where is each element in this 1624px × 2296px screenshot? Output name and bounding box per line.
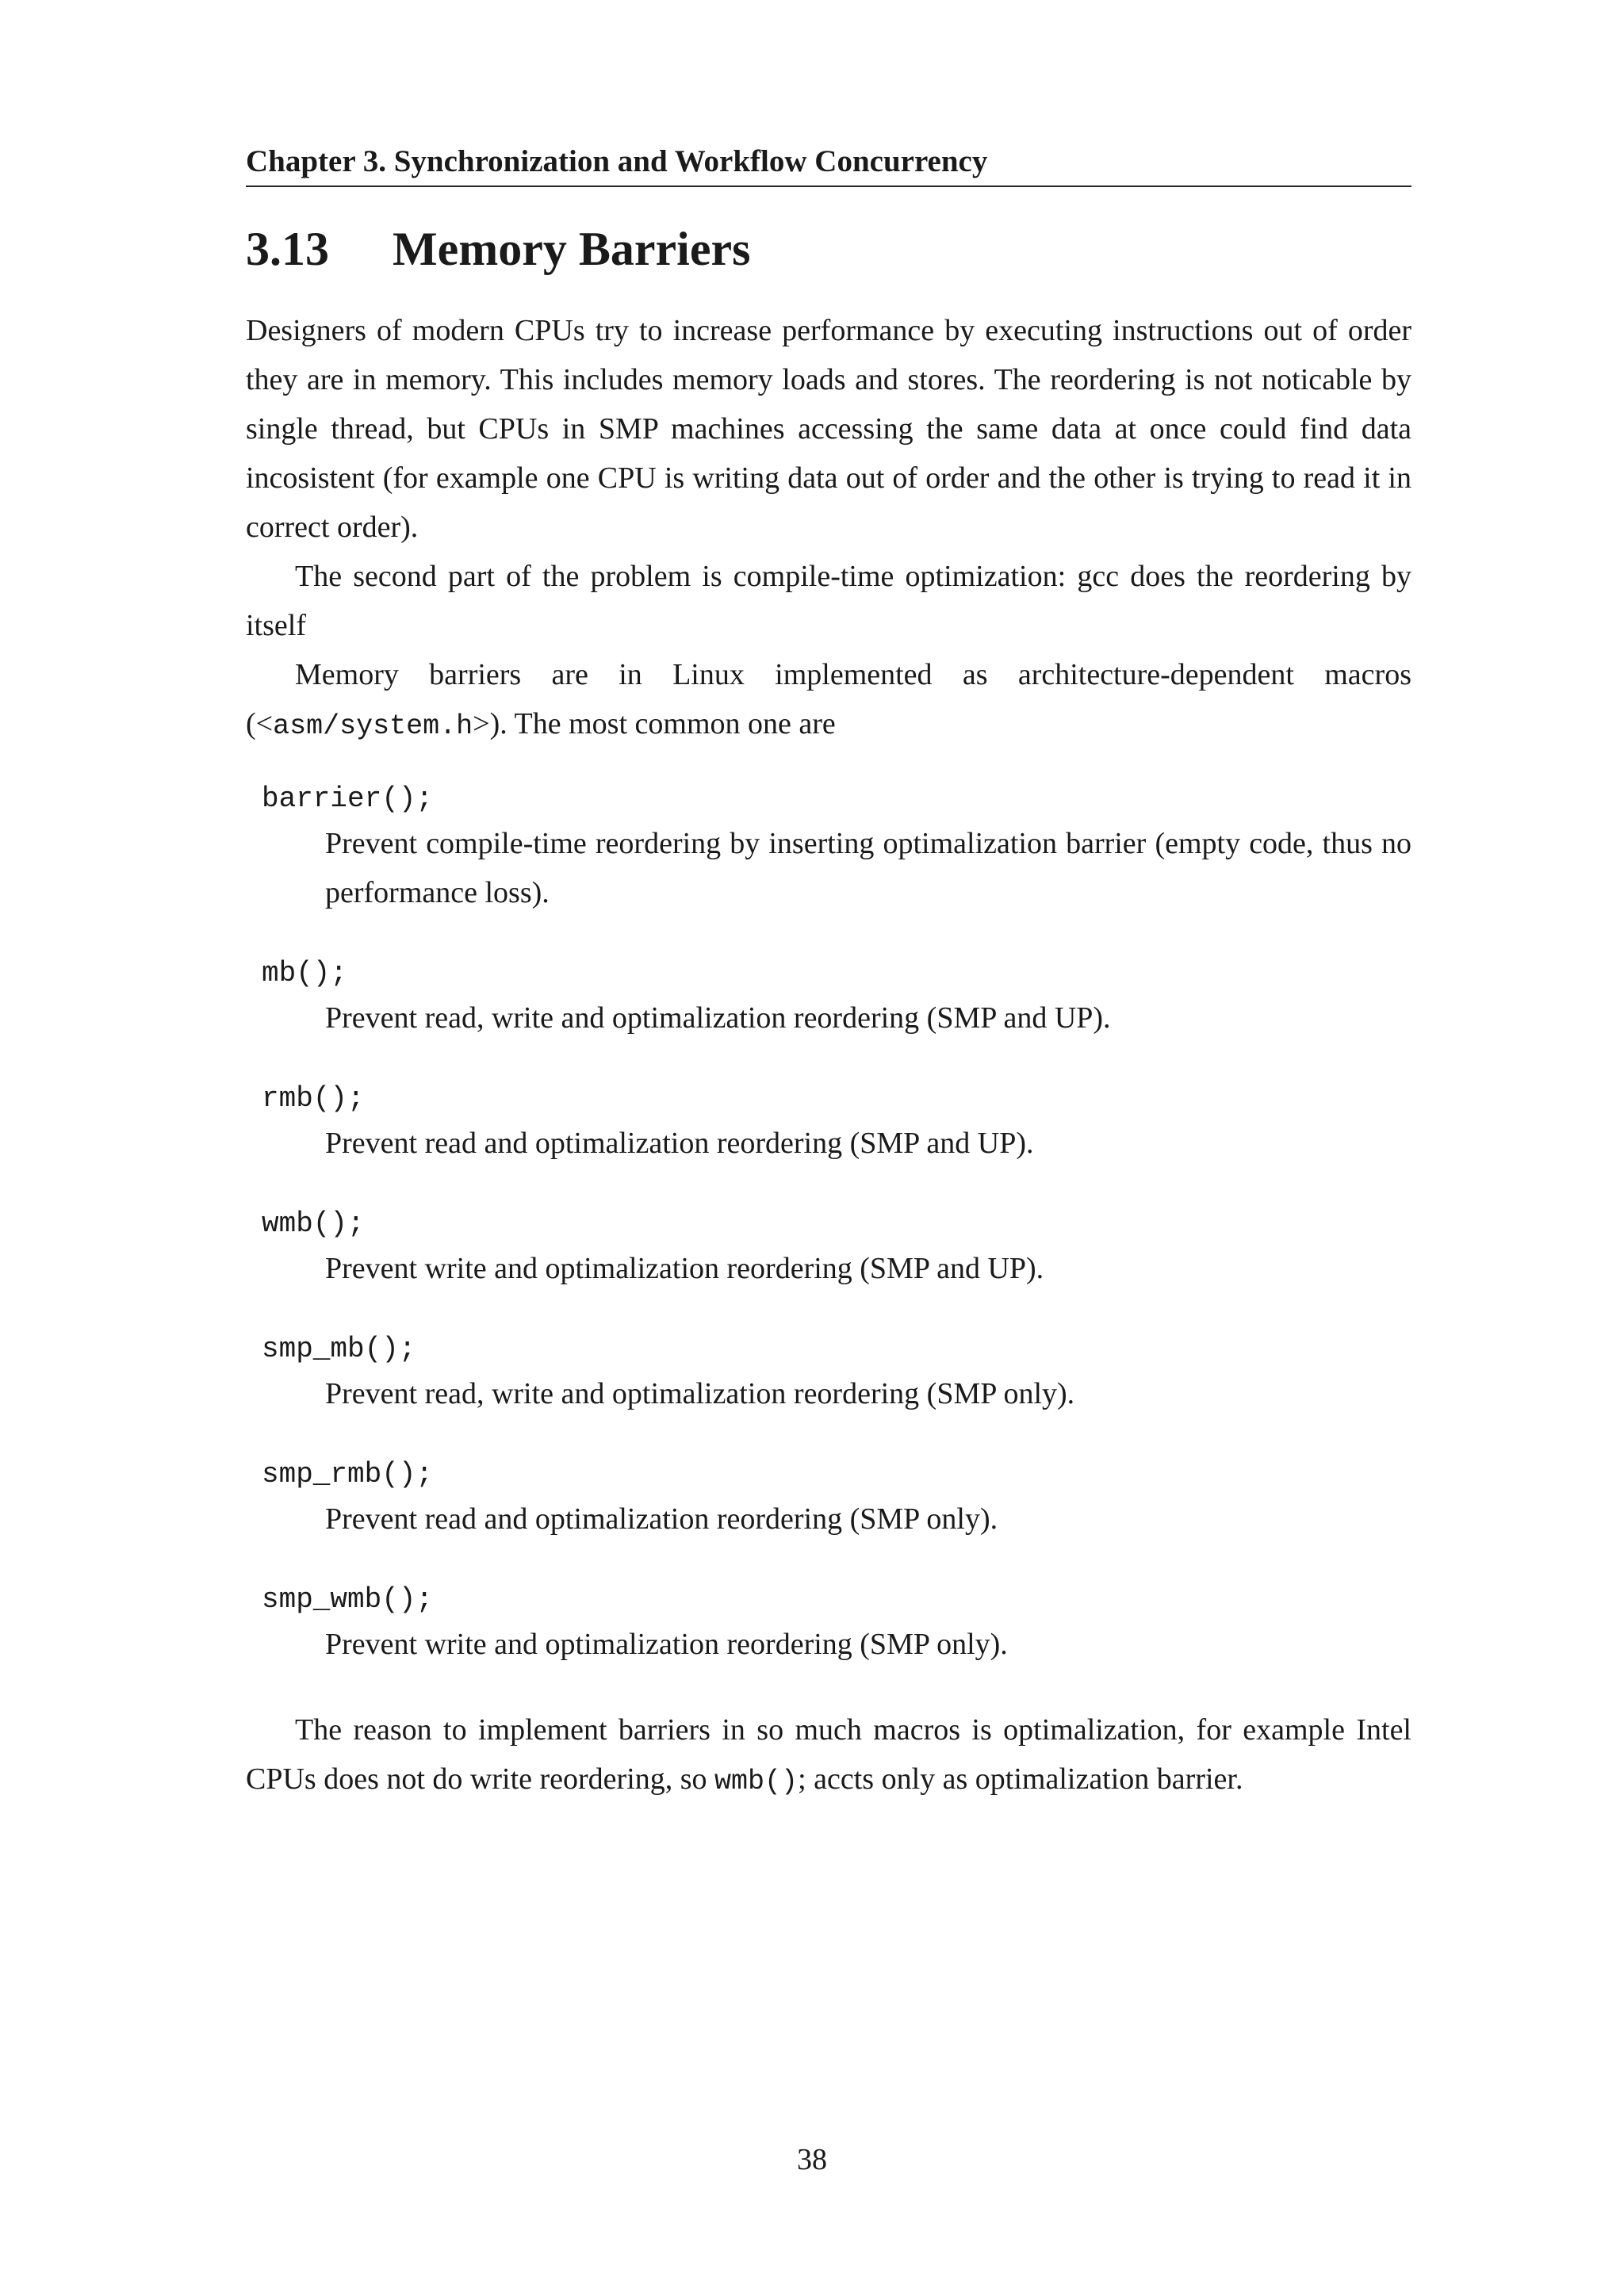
paragraph-reason-text-before: The reason to implement barriers in so much macros is optimalization, for example Intel CPUs does not do write reordering, so (246, 1713, 1411, 1796)
wmb-code: wmb() (714, 1766, 799, 1797)
page-number: 38 (797, 2143, 827, 2176)
header-file-code: asm/system.h (273, 710, 473, 742)
macro-description: Prevent write and optimalization reordering (SMP and UP). (325, 1252, 1044, 1285)
macro-definition-list (246, 779, 1411, 1669)
macro-description: Prevent read and optimalization reordering (SMP and UP). (325, 1127, 1034, 1160)
section-title: Memory Barriers (393, 223, 751, 275)
paragraph-intro: Designers of modern CPUs try to increase performance by executing instructions out of order they are in memory. This includes memory loads and stores. The reordering is not noticable by single thread, but CPUs in SMP machines accessing the same data at once could find data incosistent (for example one CPU is writing data out of order and the other is trying to read it in correct order). (246, 314, 1411, 544)
macro-term: smp_rmb(); (262, 1458, 434, 1490)
section-number: 3.13 (246, 223, 329, 275)
macro-description: Prevent read and optimalization reordering (SMP only). (325, 1502, 998, 1536)
macro-description: Prevent compile-time reordering by inserting optimalization barrier (empty code, thus no performance loss). (325, 827, 1411, 909)
paragraph-linux-macros-text-after: >). The most common one are (473, 707, 836, 740)
macro-term: rmb(); (262, 1082, 365, 1115)
macro-term: mb(); (262, 957, 348, 989)
paragraph-reason-text-after: ; accts only as optimalization barrier. (798, 1762, 1243, 1796)
paragraph-reason (246, 1705, 1411, 1806)
macro-description: Prevent read, write and optimalization reordering (SMP and UP). (325, 1001, 1111, 1035)
macro-description: Prevent read, write and optimalization reordering (SMP only). (325, 1377, 1075, 1410)
paragraph-compile-time: The second part of the problem is compile-time optimization: gcc does the reordering by itself (246, 560, 1411, 642)
document-page (246, 143, 1411, 1836)
macro-term: smp_wmb(); (262, 1583, 434, 1616)
paragraph-linux-macros (246, 650, 1411, 751)
macro-term: barrier(); (262, 783, 434, 815)
running-head: Chapter 3. Synchronization and Workflow Concurrency (246, 143, 1411, 187)
macro-term: wmb(); (262, 1207, 365, 1240)
macro-description: Prevent write and optimalization reordering (SMP only). (325, 1628, 1008, 1661)
macro-term: smp_mb(); (262, 1333, 416, 1365)
section-heading (246, 220, 1411, 277)
paragraph-linux-macros-text-before: Memory barriers are in Linux implemented as architecture-dependent macros (< (246, 658, 1411, 740)
